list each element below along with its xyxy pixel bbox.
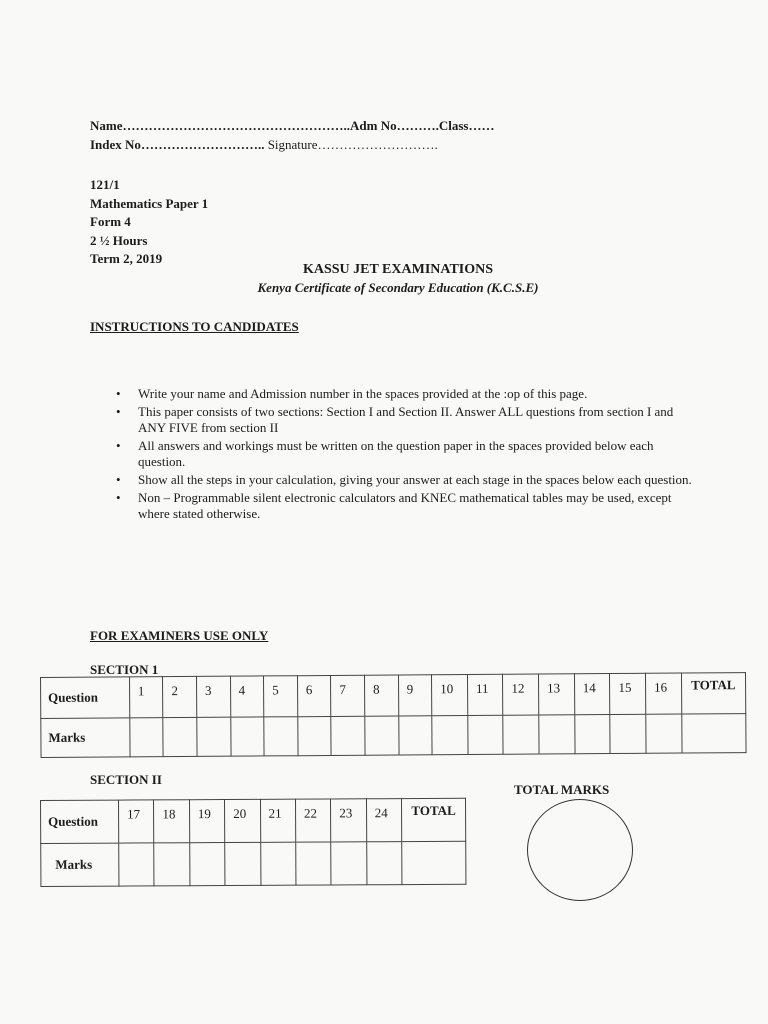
section1-question-number: 1 <box>129 677 163 718</box>
section1-question-number: 9 <box>398 675 432 716</box>
section1-marks-cell[interactable] <box>574 715 610 754</box>
candidate-name-line <box>90 118 494 134</box>
section2-total-cell[interactable] <box>402 841 466 884</box>
paper-code: 121/1 <box>90 177 120 192</box>
section1-question-number: 2 <box>163 676 197 717</box>
exam-subtitle: Kenya Certificate of Secondary Education (K.C.S.E) <box>257 280 539 295</box>
section1-marks-cell[interactable] <box>264 717 298 756</box>
section1-marks-cell[interactable] <box>503 715 539 754</box>
section1-question-number: 6 <box>297 675 331 716</box>
section1-question-number: 5 <box>264 676 298 717</box>
class-label: Class <box>438 118 469 133</box>
section2-marks-cell[interactable] <box>296 842 332 885</box>
class-field[interactable]: …… <box>468 118 495 133</box>
section1-question-number: 7 <box>331 675 365 716</box>
section1-question-number: 13 <box>539 674 575 715</box>
section1-total-cell[interactable] <box>681 714 746 753</box>
section1-marks-cell[interactable] <box>432 716 468 755</box>
section2-marks-cell[interactable] <box>366 842 402 885</box>
section1-marks-cell[interactable] <box>331 716 365 755</box>
index-label: Index No <box>90 137 141 152</box>
name-field[interactable]: …………………………………………….. <box>122 118 350 133</box>
signature-field[interactable]: ………………………. <box>317 137 438 152</box>
section2-question-number: 22 <box>295 799 331 842</box>
section1-question-row <box>41 673 746 719</box>
section1-question-number: 15 <box>610 673 646 714</box>
instructions-heading: INSTRUCTIONS TO CANDIDATES <box>90 319 299 334</box>
signature-label: Signature <box>267 137 318 152</box>
total-marks-circle[interactable] <box>527 799 633 901</box>
section2-question-number: 20 <box>225 799 261 842</box>
paper-details <box>90 176 208 269</box>
section1-marks-cell[interactable] <box>398 716 432 755</box>
adm-field[interactable]: ………. <box>396 118 439 133</box>
section2-question-number: 17 <box>119 800 155 843</box>
adm-label: Adm No <box>350 118 397 133</box>
section1-marks-cell[interactable] <box>610 714 646 753</box>
section1-question-number: 14 <box>574 674 610 715</box>
section2-marks-cell[interactable] <box>154 843 190 886</box>
section1-marks-cell[interactable] <box>539 715 575 754</box>
instruction-item: • Non – Programmable silent electronic calculators and KNEC mathematical tables may be used, except where stated otherwise. <box>112 490 692 522</box>
section1-label: SECTION 1 <box>90 662 159 677</box>
section1-marks-cell[interactable] <box>365 716 399 755</box>
section1-marks-cell[interactable] <box>468 715 504 754</box>
candidate-index-line <box>90 137 438 153</box>
section2-marks-cell[interactable] <box>260 842 296 885</box>
section2-marks-cell[interactable] <box>190 843 226 886</box>
section1-question-number: 8 <box>364 675 398 716</box>
section2-question-header: Question <box>41 800 119 843</box>
total-marks-label: TOTAL MARKS <box>514 782 610 797</box>
section2-question-number: 18 <box>154 800 190 843</box>
section1-marks-cell[interactable] <box>646 714 682 753</box>
instruction-item: • This paper consists of two sections: Section I and Section II. Answer ALL questions from section I and ANY FIVE from section II <box>112 404 692 436</box>
paper-form: Form 4 <box>90 214 131 229</box>
section2-question-number: 23 <box>331 799 367 842</box>
section1-marks-cell[interactable] <box>230 717 264 756</box>
section2-marks-cell[interactable] <box>331 842 367 885</box>
index-field[interactable]: ……………………….. <box>140 137 268 152</box>
instruction-item: • All answers and workings must be written on the question paper in the spaces provided below each question. <box>112 438 692 470</box>
section1-question-number: 3 <box>196 676 230 717</box>
section1-question-header: Question <box>41 677 130 719</box>
section1-question-number: 12 <box>503 674 539 715</box>
section1-marks-cell[interactable] <box>298 716 332 755</box>
section1-marks-cell[interactable] <box>163 717 197 756</box>
exam-title: KASSU JET EXAMINATIONS <box>302 262 494 277</box>
section2-marks-row <box>41 841 466 886</box>
section2-marks-cell[interactable] <box>119 843 155 886</box>
paper-duration: 2 ½ Hours <box>90 232 148 248</box>
section2-question-number: 21 <box>260 799 296 842</box>
section1-marks-cell[interactable] <box>129 718 163 757</box>
instructions-list <box>112 386 692 524</box>
section1-question-number: 11 <box>467 674 503 715</box>
section1-question-number: 16 <box>645 673 681 714</box>
section1-marks-cell[interactable] <box>197 717 231 756</box>
section2-question-row <box>41 798 466 843</box>
examiners-heading: FOR EXAMINERS USE ONLY <box>90 628 269 643</box>
section1-marks-header: Marks <box>41 718 130 758</box>
paper-subject: Mathematics Paper 1 <box>90 195 209 211</box>
section2-question-number: 24 <box>366 799 402 842</box>
paper-term: Term 2, 2019 <box>90 251 163 266</box>
name-label: Name <box>90 118 123 133</box>
section1-question-number: 4 <box>230 676 264 717</box>
section2-marks-cell[interactable] <box>225 842 261 885</box>
section2-marks-header: Marks <box>41 843 119 886</box>
section1-marks-table <box>40 672 747 758</box>
section2-marks-table <box>40 798 466 887</box>
section1-total-header: TOTAL <box>681 673 746 714</box>
section2-question-number: 19 <box>189 800 225 843</box>
section1-question-number: 10 <box>432 675 468 716</box>
instruction-item: • Write your name and Admission number in the spaces provided at the :op of this page. <box>112 386 692 402</box>
section2-total-header: TOTAL <box>402 798 466 841</box>
instruction-item: • Show all the steps in your calculation, giving your answer at each stage in the spaces below each question. <box>112 472 692 488</box>
section2-label: SECTION II <box>90 772 162 787</box>
section1-marks-row <box>41 714 746 758</box>
